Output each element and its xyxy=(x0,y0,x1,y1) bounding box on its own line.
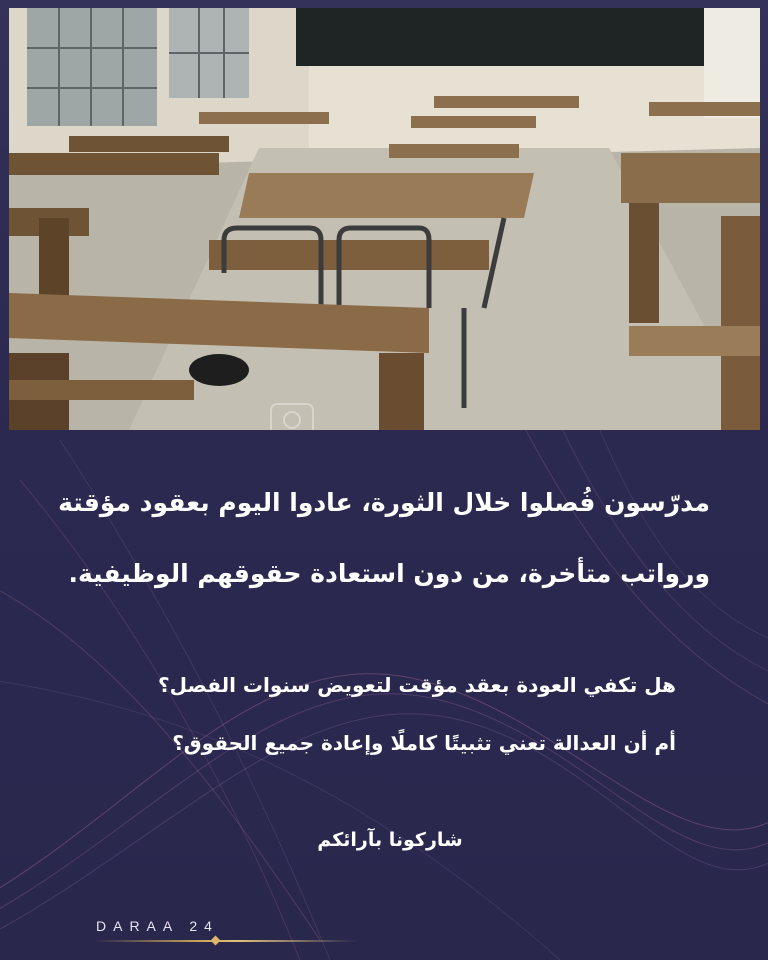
decorative-waves xyxy=(0,380,768,960)
brand-underline xyxy=(94,940,356,942)
headline-line-1: مدرّسون فُصلوا خلال الثورة، عادوا اليوم بعقود مؤقتة xyxy=(58,488,710,517)
question-1: هل تكفي العودة بعقد مؤقت لتعويض سنوات الفصل؟ xyxy=(158,673,676,697)
classroom-photo xyxy=(9,8,760,430)
question-2: أم أن العدالة تعني تثبيتًا كاملًا وإعادة جميع الحقوق؟ xyxy=(172,731,676,755)
brand-name: DARAA 24 xyxy=(96,918,219,934)
call-to-action: شاركونا بآرائكم xyxy=(317,829,463,851)
headline-line-2: ورواتب متأخرة، من دون استعادة حقوقهم الوظيفية. xyxy=(68,559,710,588)
watermark-logo xyxy=(267,400,317,430)
